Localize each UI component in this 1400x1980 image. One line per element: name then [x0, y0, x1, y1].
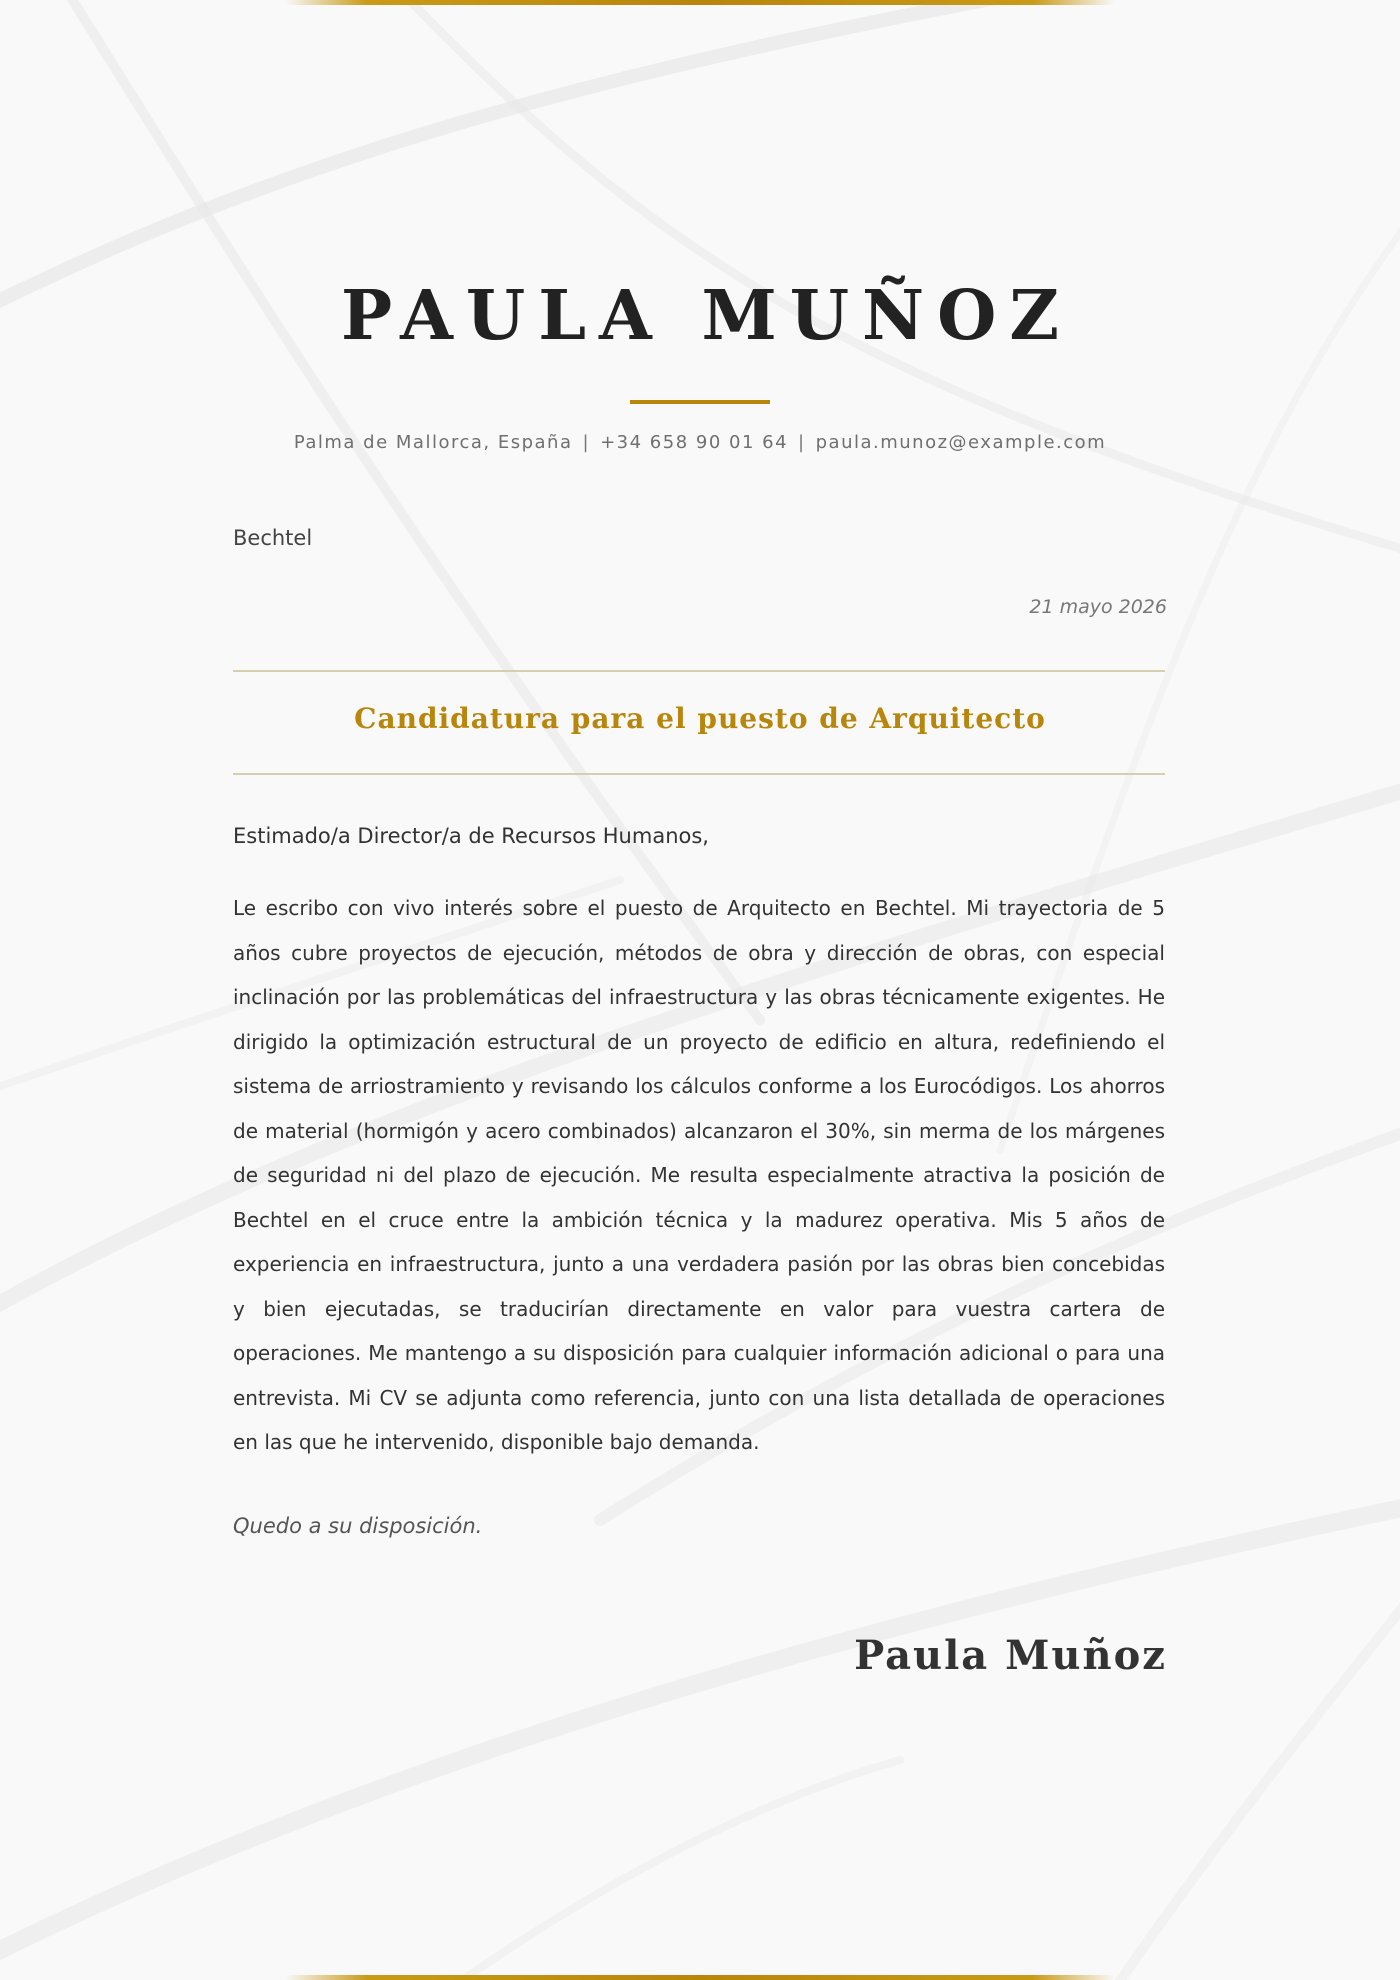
- contact-location: Palma de Mallorca, España: [293, 432, 573, 453]
- contact-line: [0, 432, 1400, 453]
- contact-separator: |: [582, 432, 591, 453]
- letter-date: 21 mayo 2026: [1029, 596, 1167, 618]
- name-underline: [630, 400, 770, 404]
- letter-body: Le escribo con vivo interés sobre el puesto de Arquitecto en Bechtel. Mi trayectoria de 5 años cubre proyectos de ejecución, métodos de obra y dirección de obras, con especial inclinación por las problemáticas del infraestructura y las obras técnicamente exigentes. He dirigido la optimización estructural de un proyecto de edificio en altura, redefiniendo el sistema de arriostramiento y revisando los cálculos conforme a los Eurocódigos. Los ahorros de material (hormigón y acero combinados) alcanzaron el 30%, sin merma de los márgenes de seguridad ni del plazo de ejecución. Me resulta especialmente atractiva la posición de Bechtel en el cruce entre la ambición técnica y la madurez operativa. Mis 5 años de experiencia en infraestructura, junto a una verdadera pasión por las obras bien concebidas y bien ejecutadas, se traducirían directamente en valor para vuestra cartera de operaciones. Me mantengo a su disposición para cualquier información adicional o para una entrevista. Mi CV se adjunta como referencia, junto con una lista detallada de operaciones en las que he intervenido, disponible bajo demanda.: [233, 896, 1165, 1454]
- sender-name: PAULA MUÑOZ: [340, 276, 1073, 356]
- top-gold-bar: [285, 0, 1115, 5]
- closing: Quedo a su disposición.: [233, 1514, 483, 1538]
- subject-rule-top: [233, 670, 1165, 672]
- subject-rule-bottom: [233, 773, 1165, 775]
- greeting: Estimado/a Director/a de Recursos Humanos,: [233, 824, 709, 848]
- signature: Paula Muñoz: [854, 1632, 1167, 1679]
- subject-line: Candidatura para el puesto de Arquitecto: [354, 702, 1046, 735]
- contact-email: paula.munoz@example.com: [815, 432, 1107, 453]
- bottom-gold-bar: [285, 1975, 1115, 1980]
- contact-phone: +34 658 90 01 64: [600, 432, 789, 453]
- recipient: Bechtel: [233, 526, 313, 550]
- contact-separator: |: [798, 432, 806, 453]
